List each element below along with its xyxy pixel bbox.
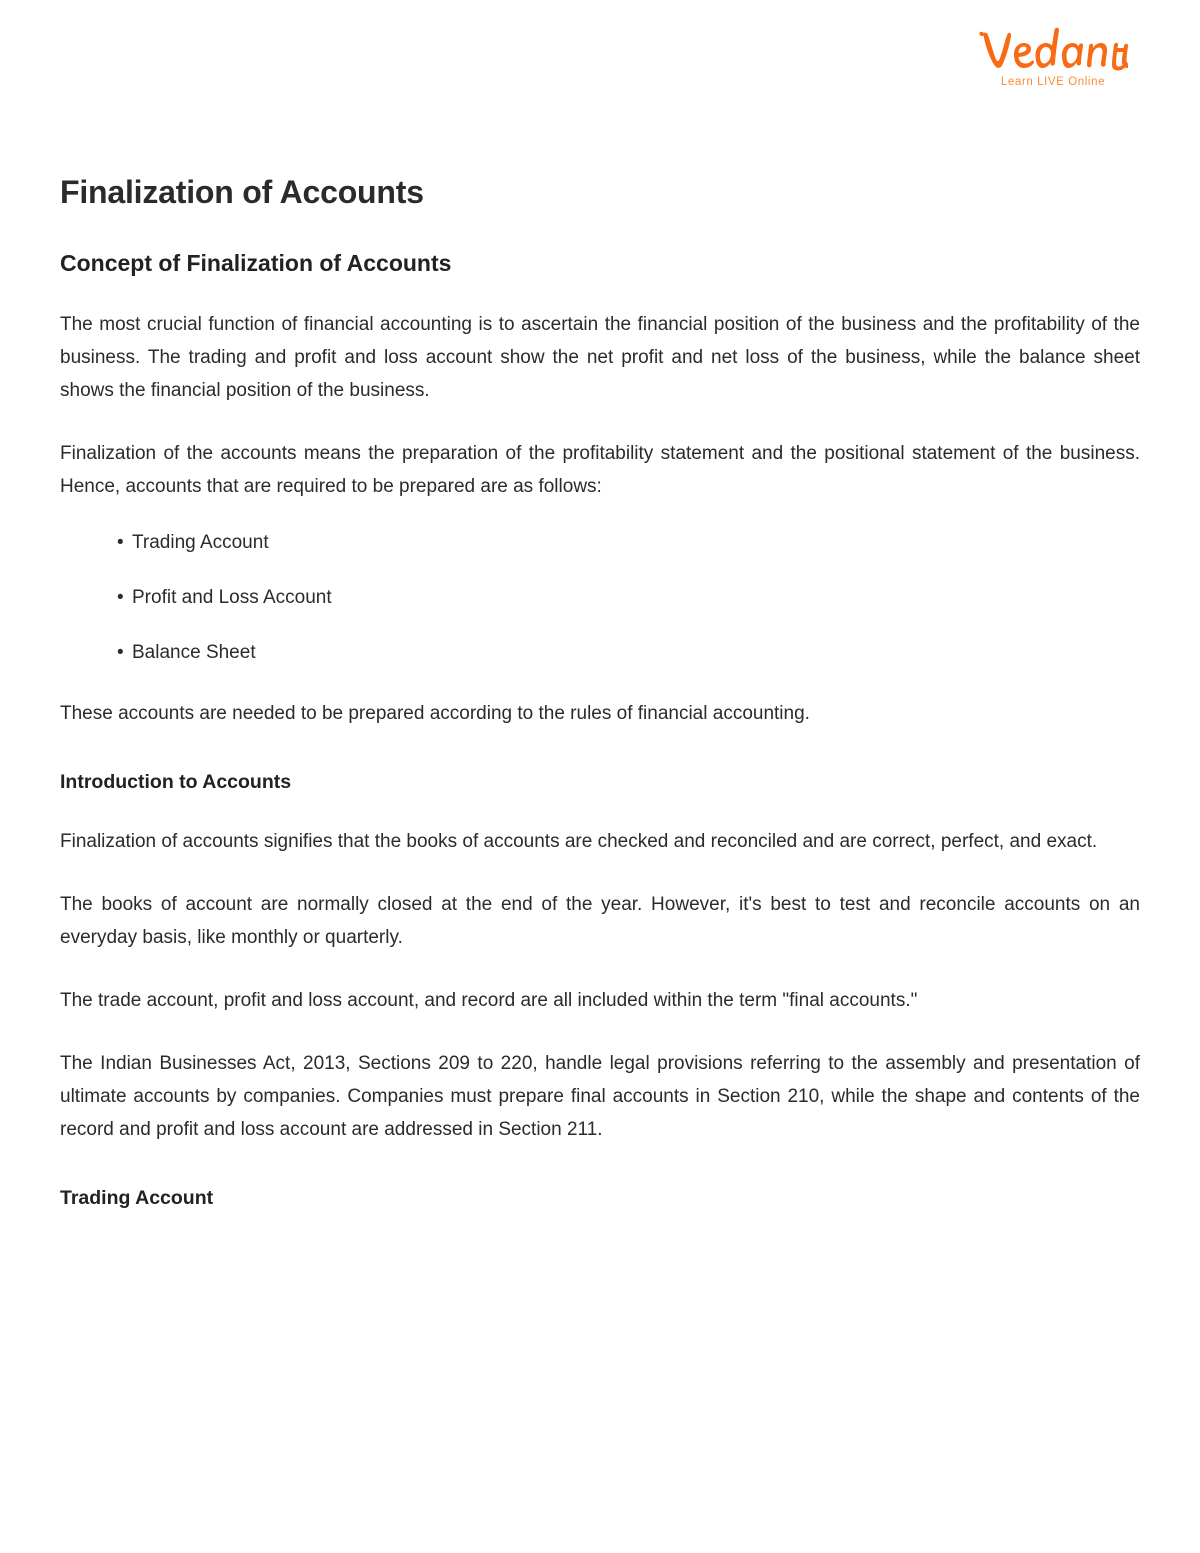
paragraph-crucial-function: The most crucial function of financial accounting is to ascertain the financial position of the business and the profitability of the business. The trading and profit and loss account show the net profit and net loss of the business, while the balance sheet shows the financial position of the business. [60,314,1140,402]
paragraph-final-accounts-term: The trade account, profit and loss account, and record are all included within the term "final accounts." [60,989,918,1011]
bullet-icon: • [117,532,124,554]
list-item-label: Balance Sheet [132,642,256,664]
list-item [60,639,1140,667]
section-heading-trading-account: Trading Account [60,1186,214,1209]
bullet-icon: • [117,642,124,664]
section-heading-concept: Concept of Finalization of Accounts [60,250,452,277]
bullet-icon: • [117,587,124,609]
list-item-label: Trading Account [132,532,269,554]
page-title: Finalization of Accounts [60,174,424,210]
document-content [60,0,1140,1210]
paragraph-finalization-means: Finalization of the accounts means the preparation of the profitability statement and the positional statement of the business. Hence, accounts that are required to be prepared are as follows: [60,443,1140,498]
paragraph-signifies-checked: Finalization of accounts signifies that the books of accounts are checked and reconciled and are correct, perfect, and exact. [60,830,1098,852]
list-item [60,529,1140,584]
paragraph-books-closed: The books of account are normally closed at the end of the year. However, it's best to test and reconcile accounts on an everyday basis, like monthly or quarterly. [60,893,1140,948]
list-item [60,584,1140,639]
list-item-label: Profit and Loss Account [132,587,332,609]
logo-tagline: Learn LIVE Online [1000,76,1106,88]
section-heading-introduction: Introduction to Accounts [60,771,292,794]
paragraph-rules-of-accounting: These accounts are needed to be prepared according to the rules of financial accounting. [60,703,810,725]
accounts-list [60,503,1140,667]
paragraph-indian-businesses-act: The Indian Businesses Act, 2013, Sections 209 to 220, handle legal provisions referring to the assembly and presentation of ultimate accounts by companies. Companies must prepare final accounts in Section 210, while the shape and contents of the record and profit and loss account are addressed in Section 211. [60,1052,1140,1140]
